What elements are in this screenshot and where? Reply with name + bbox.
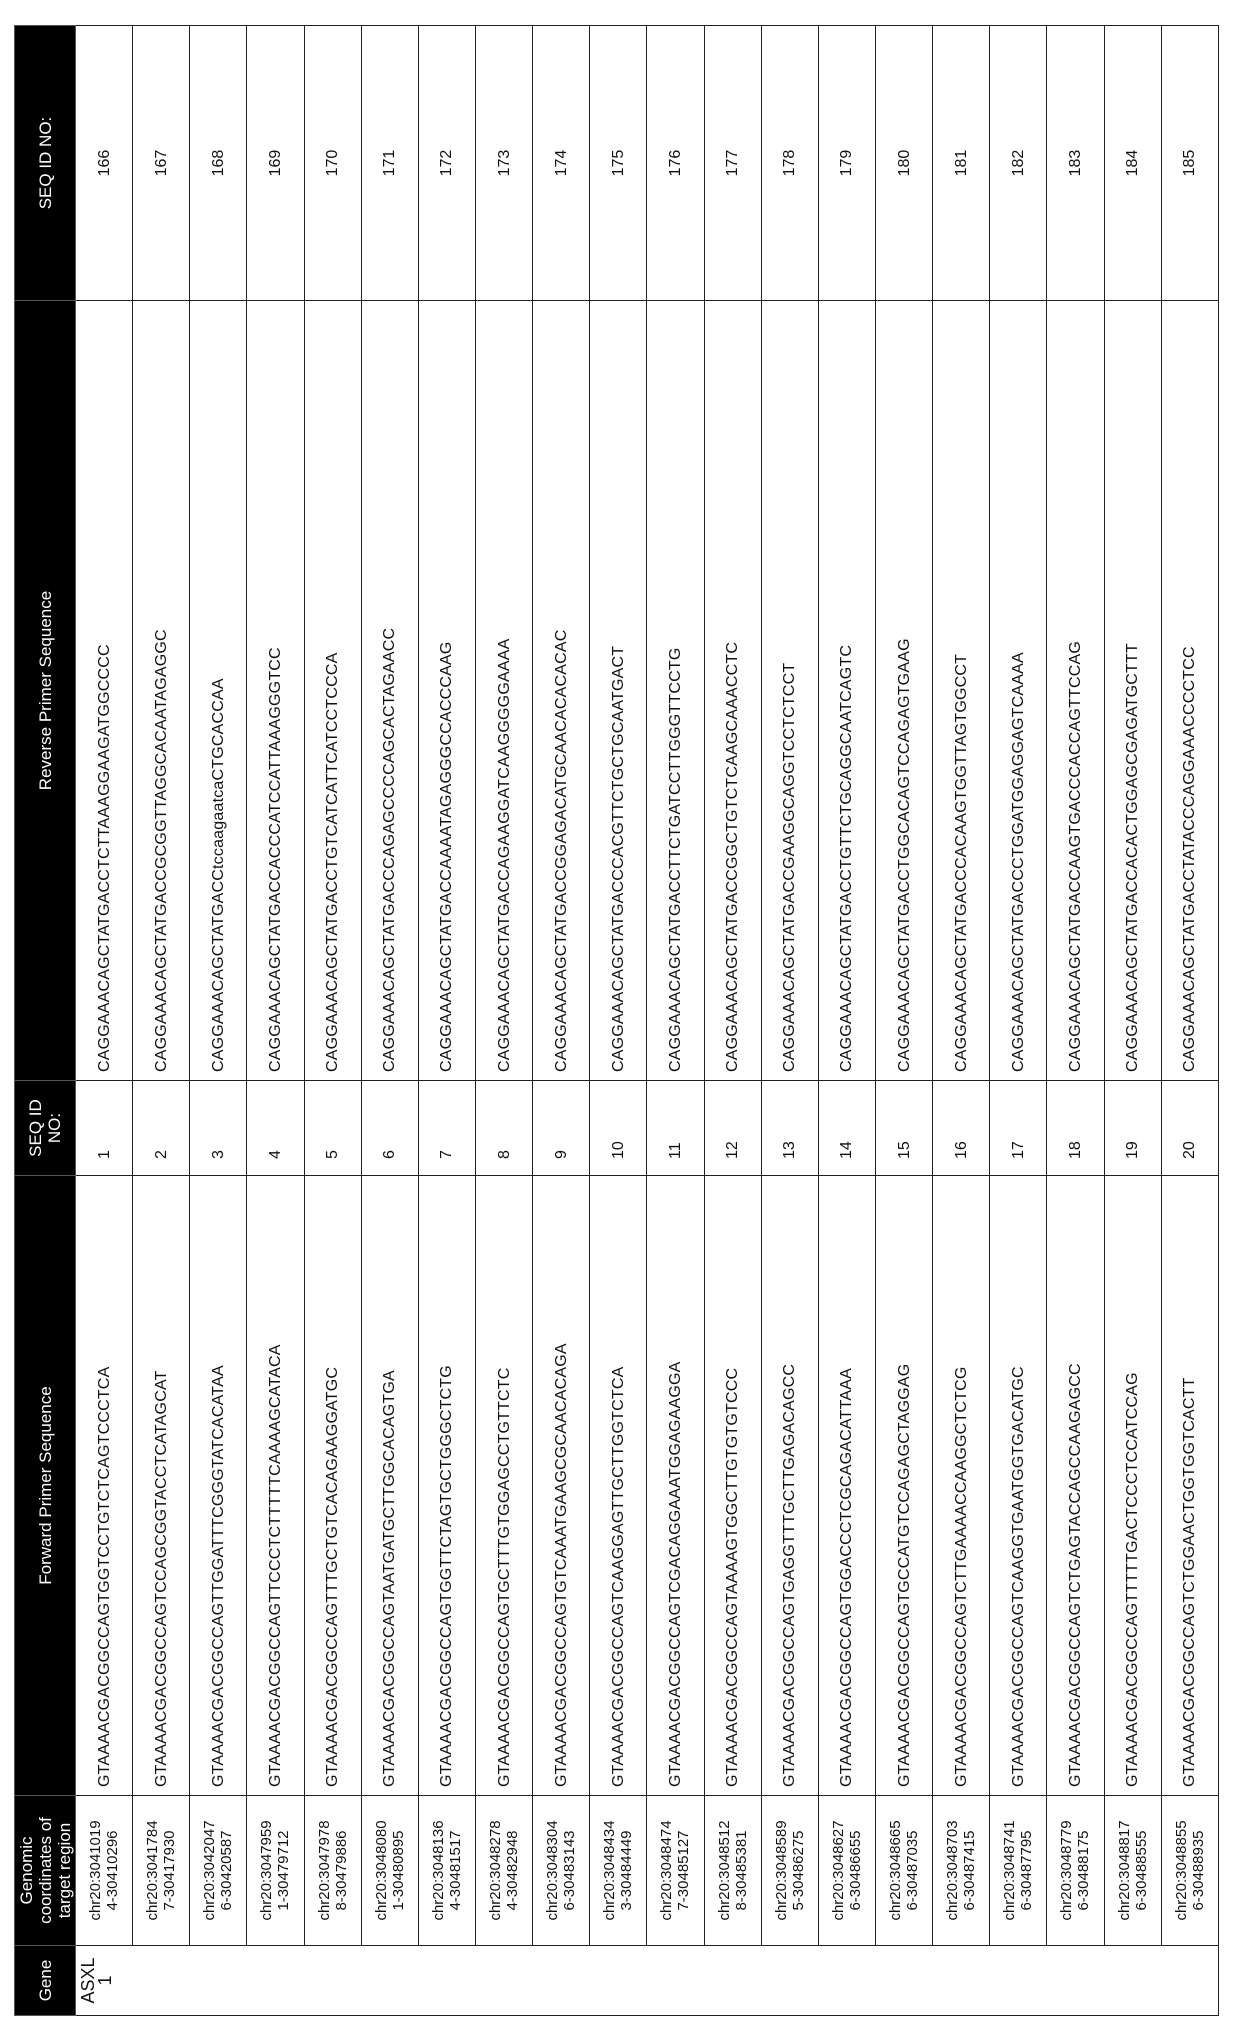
reverse-primer-cell: CAGGAAACAGCTATGACCTATACCCAGGAAACCCCTCC	[1161, 301, 1218, 1081]
seq-id-forward-cell: 9	[533, 1081, 590, 1176]
forward-primer-cell: GTAAAACGACGGCCAGTGGTCCTGTCTCAGTCCCTCA	[76, 1176, 133, 1796]
table-row	[875, 26, 932, 2016]
coordinate-line-1: chr20:3048817	[1115, 1820, 1133, 1921]
genomic-coordinates-cell	[990, 1796, 1047, 1946]
coordinate-line-1: chr20:3048855	[1172, 1820, 1190, 1921]
genomic-coordinates-cell	[190, 1796, 247, 1946]
seq-id-forward-cell: 20	[1161, 1081, 1218, 1176]
seq-id-reverse-cell: 176	[647, 26, 704, 301]
table-row	[418, 26, 475, 2016]
reverse-primer-cell: CAGGAAACAGCTATGACCAGAAGGATCAAGGGGGAAAA	[475, 301, 532, 1081]
coordinate-line-2: 6-30487415	[961, 1830, 979, 1911]
seq-id-forward-cell: 5	[304, 1081, 361, 1176]
coordinate-line-1: chr20:3048304	[544, 1820, 562, 1921]
forward-primer-cell: GTAAAACGACGGCCAGTGCTTTGTGGAGCCTGTTCTC	[475, 1176, 532, 1796]
header-gene: Gene	[15, 1946, 76, 2016]
seq-id-reverse-cell: 169	[247, 26, 304, 301]
genomic-coordinates-cell	[875, 1796, 932, 1946]
genomic-coordinates-cell	[533, 1796, 590, 1946]
genomic-coordinates-cell	[933, 1796, 990, 1946]
seq-id-reverse-cell: 181	[933, 26, 990, 301]
table-row	[1104, 26, 1161, 2016]
coordinate-line-2: 4-30410296	[104, 1830, 122, 1911]
reverse-primer-cell: CAGGAAACAGCTATGACCAAAATAGAGGGCCACCCAAG	[418, 301, 475, 1081]
table-row	[133, 26, 190, 2016]
header-reverse-primer: Reverse Primer Sequence	[15, 301, 76, 1081]
coordinate-line-1: chr20:3048741	[1001, 1820, 1019, 1921]
genomic-coordinates-cell	[76, 1796, 133, 1946]
forward-primer-cell: GTAAAACGACGGCCAGTCAAGGAGTTGCTTGGTCTCA	[590, 1176, 647, 1796]
seq-id-reverse-cell: 182	[990, 26, 1047, 301]
table-row	[1047, 26, 1104, 2016]
seq-id-forward-cell: 12	[704, 1081, 761, 1176]
forward-primer-cell: GTAAAACGACGGCCAGTGAGGTTTGCTTGAGACAGCC	[761, 1176, 818, 1796]
reverse-primer-cell: CAGGAAACAGCTATGACCGAAGGCAGGTCCTCTCCT	[761, 301, 818, 1081]
seq-id-reverse-cell: 171	[361, 26, 418, 301]
coordinate-line-1: chr20:3047978	[315, 1820, 333, 1921]
coordinate-line-2: 8-30485381	[732, 1830, 750, 1911]
forward-primer-cell: GTAAAACGACGGCCAGTGTCAAATGAAGCGCAACACAGA	[533, 1176, 590, 1796]
header-seq-id-reverse: SEQ ID NO:	[15, 26, 76, 301]
header-seq-id-forward: SEQ ID NO:	[15, 1081, 76, 1176]
coordinate-line-2: 6-30488555	[1132, 1830, 1150, 1911]
table-row	[1161, 26, 1218, 2016]
coordinate-line-1: chr20:3042047	[201, 1820, 219, 1921]
coordinate-line-2: 6-30487795	[1018, 1830, 1036, 1911]
genomic-coordinates-cell	[590, 1796, 647, 1946]
table-body	[76, 26, 1219, 2016]
table-row	[76, 26, 133, 2016]
header-genomic-coordinates: Genomic coordinates of target region	[15, 1796, 76, 1946]
reverse-primer-cell: CAGGAAACAGCTATGACCAAGTGACCCACCAGTTCCAG	[1047, 301, 1104, 1081]
seq-id-forward-cell: 2	[133, 1081, 190, 1176]
seq-id-forward-cell: 13	[761, 1081, 818, 1176]
genomic-coordinates-cell	[647, 1796, 704, 1946]
coordinate-line-2: 6-30486655	[846, 1830, 864, 1911]
seq-id-reverse-cell: 175	[590, 26, 647, 301]
reverse-primer-cell: CAGGAAACAGCTATGACCACCCATCCATTAAAGGGTCC	[247, 301, 304, 1081]
coordinate-line-2: 4-30481517	[446, 1830, 464, 1911]
reverse-primer-cell: CAGGAAACAGCTATGACCACACTGGAGCGAGATGCTTT	[1104, 301, 1161, 1081]
seq-id-reverse-cell: 166	[76, 26, 133, 301]
reverse-primer-cell: CAGGAAACAGCTATGACCCACAAGTGGTTAGTGGCCT	[933, 301, 990, 1081]
genomic-coordinates-cell	[704, 1796, 761, 1946]
forward-primer-cell: GTAAAACGACGGCCAGTTCCCTCTTTTTCAAAAGCATACA	[247, 1176, 304, 1796]
table-row	[704, 26, 761, 2016]
seq-id-reverse-cell: 179	[818, 26, 875, 301]
seq-id-reverse-cell: 185	[1161, 26, 1218, 301]
forward-primer-cell: GTAAAACGACGGCCAGTGGACCCTCGCAGACATTAAA	[818, 1176, 875, 1796]
coordinate-line-1: chr20:3048474	[658, 1820, 676, 1921]
coordinate-line-2: 8-30479886	[332, 1830, 350, 1911]
coordinate-line-2: 6-30488175	[1075, 1830, 1093, 1911]
seq-id-forward-cell: 4	[247, 1081, 304, 1176]
seq-id-forward-cell: 11	[647, 1081, 704, 1176]
forward-primer-cell: GTAAAACGACGGCCAGTCTGAGTACCAGCCAAGAGCC	[1047, 1176, 1104, 1796]
reverse-primer-cell: CAGGAAACAGCTATGACCTCTTAAAGGAAGATGGCCCC	[76, 301, 133, 1081]
genomic-coordinates-cell	[361, 1796, 418, 1946]
seq-id-reverse-cell: 168	[190, 26, 247, 301]
forward-primer-cell: GTAAAACGACGGCCAGTGGTTCTAGTGCTGGGCTCTG	[418, 1176, 475, 1796]
genomic-coordinates-cell	[1161, 1796, 1218, 1946]
genomic-coordinates-cell	[1047, 1796, 1104, 1946]
reverse-primer-cell: CAGGAAACAGCTATGACCGGCTGTCTCAAGCAAACCTC	[704, 301, 761, 1081]
reverse-primer-cell: CAGGAAACAGCTATGACCGCGGTTAGGCACAATAGAGGC	[133, 301, 190, 1081]
coordinate-line-2: 7-30485127	[675, 1830, 693, 1911]
genomic-coordinates-cell	[133, 1796, 190, 1946]
forward-primer-cell: GTAAAACGACGGCCAGTCAAGGTGAATGGTGACATGC	[990, 1176, 1047, 1796]
table-row	[304, 26, 361, 2016]
reverse-primer-cell: CAGGAAACAGCTATGACCCACGTTCTGCTGCAATGACT	[590, 301, 647, 1081]
seq-id-forward-cell: 3	[190, 1081, 247, 1176]
coordinate-line-1: chr20:3048512	[715, 1820, 733, 1921]
coordinate-line-1: chr20:3048589	[772, 1820, 790, 1921]
primer-table	[14, 25, 1219, 2016]
coordinate-line-2: 3-30484449	[618, 1830, 636, 1911]
table-row	[190, 26, 247, 2016]
table-row	[475, 26, 532, 2016]
seq-id-reverse-cell: 170	[304, 26, 361, 301]
coordinate-line-1: chr20:3048278	[487, 1820, 505, 1921]
coordinate-line-2: 1-30479712	[275, 1830, 293, 1911]
seq-id-forward-cell: 1	[76, 1081, 133, 1176]
reverse-primer-cell: CAGGAAACAGCTATGACCTGGCACAGTCCAGAGTGAAG	[875, 301, 932, 1081]
forward-primer-cell: GTAAAACGACGGCCAGTCTTGAAAACCAAGGCTCTCG	[933, 1176, 990, 1796]
coordinate-line-1: chr20:3048627	[829, 1820, 847, 1921]
seq-id-reverse-cell: 184	[1104, 26, 1161, 301]
seq-id-forward-cell: 6	[361, 1081, 418, 1176]
seq-id-reverse-cell: 177	[704, 26, 761, 301]
seq-id-forward-cell: 7	[418, 1081, 475, 1176]
seq-id-forward-cell: 8	[475, 1081, 532, 1176]
coordinate-line-1: chr20:3048080	[372, 1820, 390, 1921]
seq-id-forward-cell: 14	[818, 1081, 875, 1176]
seq-id-reverse-cell: 174	[533, 26, 590, 301]
forward-primer-cell: GTAAAACGACGGCCAGTCCAGCGGTACCTCATAGCAT	[133, 1176, 190, 1796]
table-row	[933, 26, 990, 2016]
coordinate-line-1: chr20:3048703	[944, 1820, 962, 1921]
reverse-primer-cell: CAGGAAACAGCTATGACCCTGGATGGAGGAGTCAAAA	[990, 301, 1047, 1081]
forward-primer-cell: GTAAAACGACGGCCAGTCGACAGGAAATGGAGAAGGA	[647, 1176, 704, 1796]
coordinate-line-1: chr20:3048136	[429, 1820, 447, 1921]
coordinate-line-2: 7-30417930	[161, 1830, 179, 1911]
coordinate-line-1: chr20:3047959	[258, 1820, 276, 1921]
seq-id-reverse-cell: 180	[875, 26, 932, 301]
reverse-primer-cell: CAGGAAACAGCTATGACCTTCTGATCCTTGGGTTCCTG	[647, 301, 704, 1081]
seq-id-reverse-cell: 183	[1047, 26, 1104, 301]
seq-id-reverse-cell: 167	[133, 26, 190, 301]
table-row	[818, 26, 875, 2016]
table-row	[533, 26, 590, 2016]
coordinate-line-2: 6-30483143	[561, 1830, 579, 1911]
seq-id-forward-cell: 16	[933, 1081, 990, 1176]
reverse-primer-cell: CAGGAAACAGCTATGACCGGAGACATGCAACACACACAC	[533, 301, 590, 1081]
seq-id-reverse-cell: 178	[761, 26, 818, 301]
seq-id-reverse-cell: 173	[475, 26, 532, 301]
genomic-coordinates-cell	[1104, 1796, 1161, 1946]
reverse-primer-cell: CAGGAAACAGCTATGACCtccaagaatcaCTGCACCAA	[190, 301, 247, 1081]
table-row	[361, 26, 418, 2016]
coordinate-line-1: chr20:3048779	[1058, 1820, 1076, 1921]
seq-id-reverse-cell: 172	[418, 26, 475, 301]
reverse-primer-cell: CAGGAAACAGCTATGACCCAGAGCCCCAGCACTAGAACC	[361, 301, 418, 1081]
forward-primer-cell: GTAAAACGACGGCCAGTTGGATTTCGGGTATCACATAA	[190, 1176, 247, 1796]
genomic-coordinates-cell	[247, 1796, 304, 1946]
seq-id-forward-cell: 10	[590, 1081, 647, 1176]
table-row	[761, 26, 818, 2016]
table-row	[590, 26, 647, 2016]
genomic-coordinates-cell	[761, 1796, 818, 1946]
forward-primer-cell: GTAAAACGACGGCCAGTGCCATGTCCAGAGCTAGGAG	[875, 1176, 932, 1796]
header-row	[15, 26, 76, 2016]
genomic-coordinates-cell	[818, 1796, 875, 1946]
coordinate-line-2: 6-30487035	[904, 1830, 922, 1911]
reverse-primer-cell: CAGGAAACAGCTATGACCTGTTCTGCAGGCAATCAGTC	[818, 301, 875, 1081]
seq-id-forward-cell: 19	[1104, 1081, 1161, 1176]
forward-primer-cell: GTAAAACGACGGCCAGTAAAAGTGGCTTGTGTGTCCC	[704, 1176, 761, 1796]
table-row	[647, 26, 704, 2016]
coordinate-line-2: 6-30488935	[1189, 1830, 1207, 1911]
forward-primer-cell: GTAAAACGACGGCCAGTCTGGAACTGGTGGTCACTT	[1161, 1176, 1218, 1796]
table-row	[247, 26, 304, 2016]
genomic-coordinates-cell	[304, 1796, 361, 1946]
forward-primer-cell: GTAAAACGACGGCCAGTTTTTGACTCCCTCCATCCAG	[1104, 1176, 1161, 1796]
coordinate-line-2: 5-30486275	[789, 1830, 807, 1911]
reverse-primer-cell: CAGGAAACAGCTATGACCTGTCATCATTCATCCTCCCA	[304, 301, 361, 1081]
genomic-coordinates-cell	[418, 1796, 475, 1946]
gene-cell: ASXL 1	[76, 1946, 1219, 2016]
coordinate-line-1: chr20:3048434	[601, 1820, 619, 1921]
coordinate-line-2: 6-30420587	[218, 1830, 236, 1911]
header-forward-primer: Forward Primer Sequence	[15, 1176, 76, 1796]
table-row	[990, 26, 1047, 2016]
forward-primer-cell: GTAAAACGACGGCCAGTTTGCTGTCACAGAAGGATGC	[304, 1176, 361, 1796]
coordinate-line-1: chr20:3041784	[144, 1820, 162, 1921]
forward-primer-cell: GTAAAACGACGGCCAGTAATGATGCTTGGCACAGTGA	[361, 1176, 418, 1796]
coordinate-line-2: 1-30480895	[389, 1830, 407, 1911]
coordinate-line-1: chr20:3041019	[87, 1820, 105, 1921]
seq-id-forward-cell: 15	[875, 1081, 932, 1176]
seq-id-forward-cell: 18	[1047, 1081, 1104, 1176]
seq-id-forward-cell: 17	[990, 1081, 1047, 1176]
genomic-coordinates-cell	[475, 1796, 532, 1946]
coordinate-line-2: 4-30482948	[504, 1830, 522, 1911]
coordinate-line-1: chr20:3048665	[887, 1820, 905, 1921]
